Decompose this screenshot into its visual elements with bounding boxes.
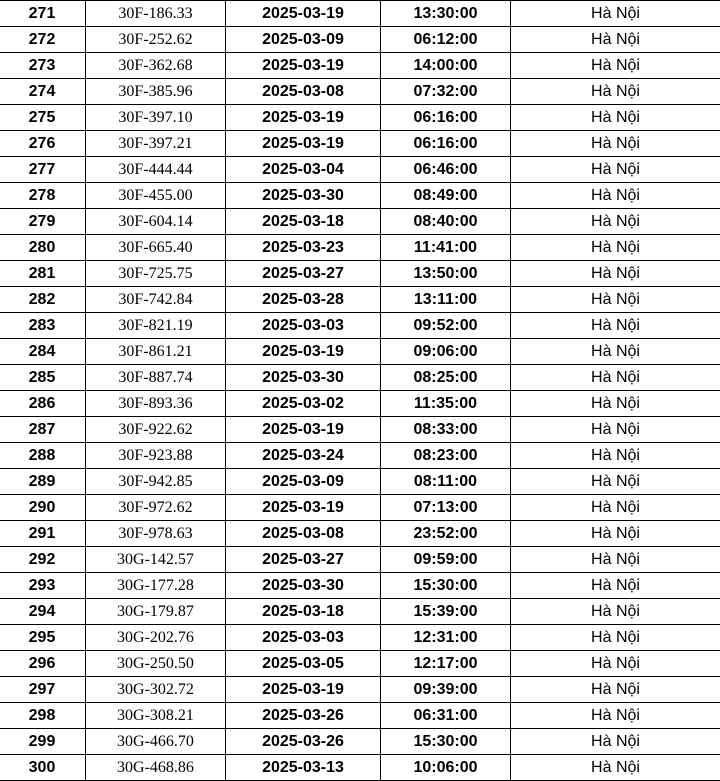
location-cell: Hà Nội	[511, 105, 720, 131]
license-plate-cell: 30G-302.72	[86, 677, 226, 703]
row-number-cell: 271	[0, 1, 86, 27]
violation-time-cell: 07:13:00	[381, 495, 511, 521]
row-number-cell: 300	[0, 755, 86, 781]
violation-time-cell: 13:30:00	[381, 1, 511, 27]
table-row	[0, 235, 720, 261]
row-number-cell: 277	[0, 157, 86, 183]
location-cell: Hà Nội	[511, 755, 720, 781]
row-number-cell: 272	[0, 27, 86, 53]
table-row	[0, 261, 720, 287]
location-cell: Hà Nội	[511, 183, 720, 209]
location-cell: Hà Nội	[511, 261, 720, 287]
table-row	[0, 27, 720, 53]
violation-date-cell: 2025-03-30	[226, 365, 381, 391]
violation-date-cell: 2025-03-08	[226, 79, 381, 105]
row-number-cell: 294	[0, 599, 86, 625]
table-row	[0, 79, 720, 105]
license-plate-cell: 30F-861.21	[86, 339, 226, 365]
table-row	[0, 287, 720, 313]
table-row	[0, 131, 720, 157]
license-plate-cell: 30F-397.10	[86, 105, 226, 131]
violation-date-cell: 2025-03-05	[226, 651, 381, 677]
license-plate-cell: 30G-468.86	[86, 755, 226, 781]
location-cell: Hà Nội	[511, 495, 720, 521]
row-number-cell: 284	[0, 339, 86, 365]
table-row	[0, 677, 720, 703]
violation-date-cell: 2025-03-03	[226, 625, 381, 651]
row-number-cell: 286	[0, 391, 86, 417]
license-plate-cell: 30F-385.96	[86, 79, 226, 105]
violation-date-cell: 2025-03-19	[226, 677, 381, 703]
location-cell: Hà Nội	[511, 729, 720, 755]
violation-date-cell: 2025-03-19	[226, 339, 381, 365]
violation-date-cell: 2025-03-04	[226, 157, 381, 183]
violation-date-cell: 2025-03-27	[226, 547, 381, 573]
table-row	[0, 495, 720, 521]
violation-date-cell: 2025-03-28	[226, 287, 381, 313]
row-number-cell: 279	[0, 209, 86, 235]
violation-date-cell: 2025-03-19	[226, 131, 381, 157]
location-cell: Hà Nội	[511, 417, 720, 443]
location-cell: Hà Nội	[511, 157, 720, 183]
violation-date-cell: 2025-03-19	[226, 53, 381, 79]
row-number-cell: 278	[0, 183, 86, 209]
violation-time-cell: 12:31:00	[381, 625, 511, 651]
license-plate-cell: 30F-887.74	[86, 365, 226, 391]
license-plate-cell: 30F-725.75	[86, 261, 226, 287]
license-plate-cell: 30G-466.70	[86, 729, 226, 755]
license-plate-cell: 30F-455.00	[86, 183, 226, 209]
row-number-cell: 289	[0, 469, 86, 495]
violation-time-cell: 11:35:00	[381, 391, 511, 417]
location-cell: Hà Nội	[511, 27, 720, 53]
location-cell: Hà Nội	[511, 677, 720, 703]
table-row	[0, 417, 720, 443]
location-cell: Hà Nội	[511, 599, 720, 625]
table-row	[0, 625, 720, 651]
license-plate-cell: 30F-942.85	[86, 469, 226, 495]
row-number-cell: 274	[0, 79, 86, 105]
row-number-cell: 280	[0, 235, 86, 261]
row-number-cell: 298	[0, 703, 86, 729]
row-number-cell: 273	[0, 53, 86, 79]
row-number-cell: 297	[0, 677, 86, 703]
violation-date-cell: 2025-03-13	[226, 755, 381, 781]
violation-time-cell: 13:50:00	[381, 261, 511, 287]
license-plate-cell: 30F-978.63	[86, 521, 226, 547]
license-plate-cell: 30F-821.19	[86, 313, 226, 339]
violation-time-cell: 11:41:00	[381, 235, 511, 261]
violation-date-cell: 2025-03-30	[226, 573, 381, 599]
license-plate-cell: 30G-142.57	[86, 547, 226, 573]
license-plate-cell: 30G-308.21	[86, 703, 226, 729]
violation-date-cell: 2025-03-02	[226, 391, 381, 417]
location-cell: Hà Nội	[511, 521, 720, 547]
violation-date-cell: 2025-03-26	[226, 729, 381, 755]
violation-time-cell: 08:40:00	[381, 209, 511, 235]
violation-time-cell: 13:11:00	[381, 287, 511, 313]
violation-date-cell: 2025-03-09	[226, 27, 381, 53]
violation-time-cell: 09:06:00	[381, 339, 511, 365]
location-cell: Hà Nội	[511, 235, 720, 261]
row-number-cell: 275	[0, 105, 86, 131]
table-row	[0, 313, 720, 339]
license-plate-cell: 30G-250.50	[86, 651, 226, 677]
license-plate-cell: 30F-604.14	[86, 209, 226, 235]
violation-date-cell: 2025-03-23	[226, 235, 381, 261]
violation-time-cell: 10:06:00	[381, 755, 511, 781]
table-row	[0, 339, 720, 365]
license-plate-cell: 30G-177.28	[86, 573, 226, 599]
license-plate-cell: 30F-893.36	[86, 391, 226, 417]
table-row	[0, 443, 720, 469]
license-plate-cell: 30F-186.33	[86, 1, 226, 27]
row-number-cell: 296	[0, 651, 86, 677]
row-number-cell: 299	[0, 729, 86, 755]
table-body	[0, 1, 720, 781]
table-row	[0, 729, 720, 755]
violation-time-cell: 06:16:00	[381, 105, 511, 131]
table-row	[0, 365, 720, 391]
license-plate-cell: 30F-252.62	[86, 27, 226, 53]
row-number-cell: 285	[0, 365, 86, 391]
violation-time-cell: 08:49:00	[381, 183, 511, 209]
table-row	[0, 105, 720, 131]
table-row	[0, 547, 720, 573]
violation-time-cell: 07:32:00	[381, 79, 511, 105]
violation-date-cell: 2025-03-08	[226, 521, 381, 547]
row-number-cell: 293	[0, 573, 86, 599]
table-row	[0, 53, 720, 79]
violation-time-cell: 06:46:00	[381, 157, 511, 183]
violation-time-cell: 09:52:00	[381, 313, 511, 339]
violation-date-cell: 2025-03-26	[226, 703, 381, 729]
violation-time-cell: 15:30:00	[381, 729, 511, 755]
location-cell: Hà Nội	[511, 651, 720, 677]
violation-time-cell: 08:11:00	[381, 469, 511, 495]
location-cell: Hà Nội	[511, 209, 720, 235]
row-number-cell: 283	[0, 313, 86, 339]
violation-date-cell: 2025-03-19	[226, 1, 381, 27]
table-row	[0, 599, 720, 625]
row-number-cell: 288	[0, 443, 86, 469]
table-row	[0, 157, 720, 183]
violation-time-cell: 06:31:00	[381, 703, 511, 729]
table-row	[0, 391, 720, 417]
row-number-cell: 295	[0, 625, 86, 651]
license-plate-cell: 30F-742.84	[86, 287, 226, 313]
location-cell: Hà Nội	[511, 287, 720, 313]
violation-time-cell: 09:39:00	[381, 677, 511, 703]
row-number-cell: 290	[0, 495, 86, 521]
table-row	[0, 573, 720, 599]
license-plate-cell: 30F-362.68	[86, 53, 226, 79]
violation-time-cell: 08:23:00	[381, 443, 511, 469]
location-cell: Hà Nội	[511, 573, 720, 599]
license-plate-cell: 30G-179.87	[86, 599, 226, 625]
violation-time-cell: 09:59:00	[381, 547, 511, 573]
violation-date-cell: 2025-03-19	[226, 417, 381, 443]
violation-time-cell: 14:00:00	[381, 53, 511, 79]
license-plate-cell: 30F-665.40	[86, 235, 226, 261]
row-number-cell: 291	[0, 521, 86, 547]
violation-date-cell: 2025-03-27	[226, 261, 381, 287]
table-row	[0, 183, 720, 209]
violation-time-cell: 15:39:00	[381, 599, 511, 625]
violation-time-cell: 08:25:00	[381, 365, 511, 391]
violation-date-cell: 2025-03-03	[226, 313, 381, 339]
license-plate-cell: 30F-444.44	[86, 157, 226, 183]
row-number-cell: 292	[0, 547, 86, 573]
violation-date-cell: 2025-03-18	[226, 599, 381, 625]
location-cell: Hà Nội	[511, 131, 720, 157]
table-row	[0, 209, 720, 235]
location-cell: Hà Nội	[511, 79, 720, 105]
location-cell: Hà Nội	[511, 365, 720, 391]
violation-time-cell: 23:52:00	[381, 521, 511, 547]
table-row	[0, 469, 720, 495]
violation-date-cell: 2025-03-19	[226, 105, 381, 131]
location-cell: Hà Nội	[511, 391, 720, 417]
violation-time-cell: 15:30:00	[381, 573, 511, 599]
location-cell: Hà Nội	[511, 469, 720, 495]
table-row	[0, 521, 720, 547]
license-plate-cell: 30F-922.62	[86, 417, 226, 443]
location-cell: Hà Nội	[511, 443, 720, 469]
license-plate-cell: 30F-397.21	[86, 131, 226, 157]
table-row	[0, 703, 720, 729]
table-row	[0, 755, 720, 781]
row-number-cell: 281	[0, 261, 86, 287]
table-row	[0, 1, 720, 27]
violation-date-cell: 2025-03-19	[226, 495, 381, 521]
violation-time-cell: 06:16:00	[381, 131, 511, 157]
violation-date-cell: 2025-03-24	[226, 443, 381, 469]
violation-date-cell: 2025-03-30	[226, 183, 381, 209]
violation-time-cell: 12:17:00	[381, 651, 511, 677]
row-number-cell: 287	[0, 417, 86, 443]
location-cell: Hà Nội	[511, 1, 720, 27]
license-plate-cell: 30F-923.88	[86, 443, 226, 469]
location-cell: Hà Nội	[511, 625, 720, 651]
violation-date-cell: 2025-03-18	[226, 209, 381, 235]
location-cell: Hà Nội	[511, 53, 720, 79]
table-row	[0, 651, 720, 677]
location-cell: Hà Nội	[511, 339, 720, 365]
row-number-cell: 282	[0, 287, 86, 313]
license-plate-cell: 30G-202.76	[86, 625, 226, 651]
license-plate-cell: 30F-972.62	[86, 495, 226, 521]
location-cell: Hà Nội	[511, 313, 720, 339]
location-cell: Hà Nội	[511, 703, 720, 729]
location-cell: Hà Nội	[511, 547, 720, 573]
violation-time-cell: 08:33:00	[381, 417, 511, 443]
violation-time-cell: 06:12:00	[381, 27, 511, 53]
violation-date-cell: 2025-03-09	[226, 469, 381, 495]
row-number-cell: 276	[0, 131, 86, 157]
